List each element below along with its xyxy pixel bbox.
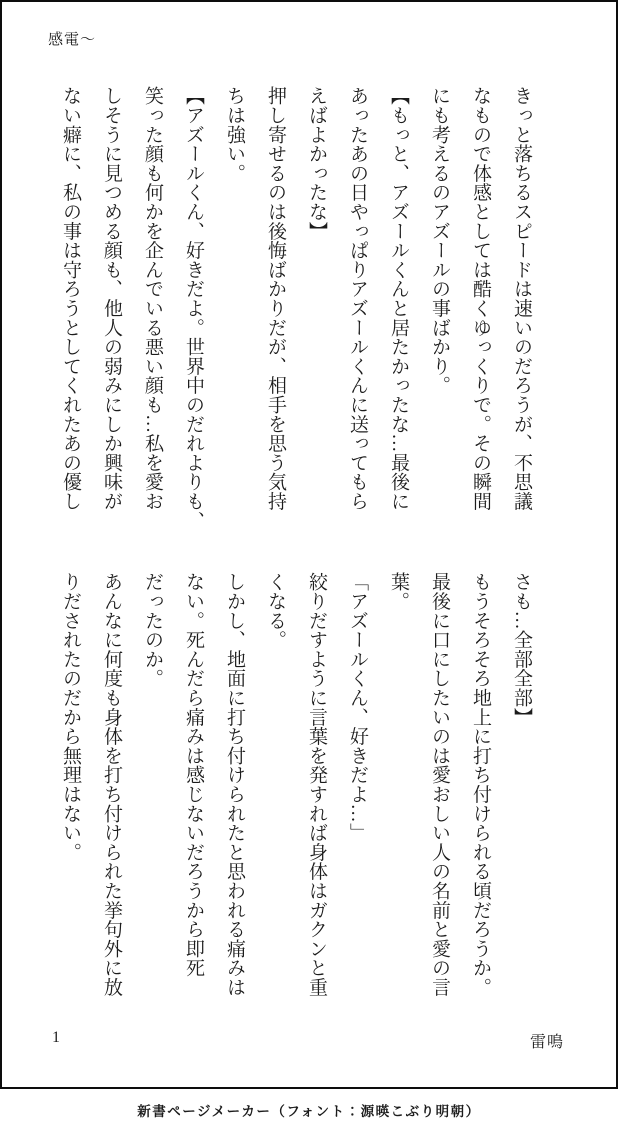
text-column: 押し寄せるのは後悔ばかりだが、相手を思う気持: [265, 86, 286, 511]
text-column: さも…全部全部】: [511, 572, 532, 727]
text-column: えばよかったな】: [306, 86, 327, 241]
text-column: 笑った顔も何かを企んでいる悪い顔も…私を愛お: [142, 86, 163, 511]
text-column: ちは強い。: [224, 86, 245, 183]
text-column: だったのか。: [142, 572, 163, 688]
text-column: なもので体感としては酷くゆっくりで。その瞬間: [470, 86, 491, 511]
text-column: あんなに何度も身体を打ち付けられた挙句外に放: [101, 572, 122, 997]
text-column: しそうに見つめる顔も、他人の弱みにしか興味が: [101, 86, 122, 511]
text-column: 絞りだすように言葉を発すれば身体はガクンと重: [306, 572, 327, 997]
running-head-title: 感電〜: [48, 32, 97, 48]
text-column: 【もっと、アズールくんと居たかったな…最後に: [388, 86, 409, 511]
text-column: ない癖に、私の事は守ろうとしてくれたあの優し: [60, 86, 81, 511]
text-column: もうそろそろ地上に打ち付けられる頃だろうか。: [470, 572, 491, 997]
text-column: りだされたのだから無理はない。: [60, 572, 81, 862]
text-column: 【アズールくん、好きだよ。世界中のだれよりも、: [183, 86, 204, 530]
text-column: 葉。: [388, 572, 409, 611]
text-column: しかし、地面に打ち付けられたと思われる痛みは: [224, 572, 245, 997]
text-column: ない。死んだら痛みは感じないだろうから即死: [183, 572, 204, 978]
vertical-text-block-bottom: [50, 572, 542, 1027]
generator-caption: 新書ページメーカー（フォント：源暎こぶり明朝）: [137, 1104, 481, 1119]
text-column: 「アズールくん、好きだよ…」: [347, 572, 368, 843]
page-number: 1: [52, 1029, 60, 1046]
text-column: にも考えるのアズールの事ばかり。: [429, 86, 450, 395]
text-column: くなる。: [265, 572, 286, 650]
vertical-text-block-top: [50, 86, 542, 530]
text-column: きっと落ちるスピードは速いのだろうが、不思議: [511, 86, 532, 511]
text-column: 最後に口にしたいのは愛おしい人の名前と愛の言: [429, 572, 450, 997]
author-name: 雷鳴: [529, 1034, 564, 1051]
text-column: あったあの日やっぱりアズールくんに送ってもら: [347, 86, 368, 511]
